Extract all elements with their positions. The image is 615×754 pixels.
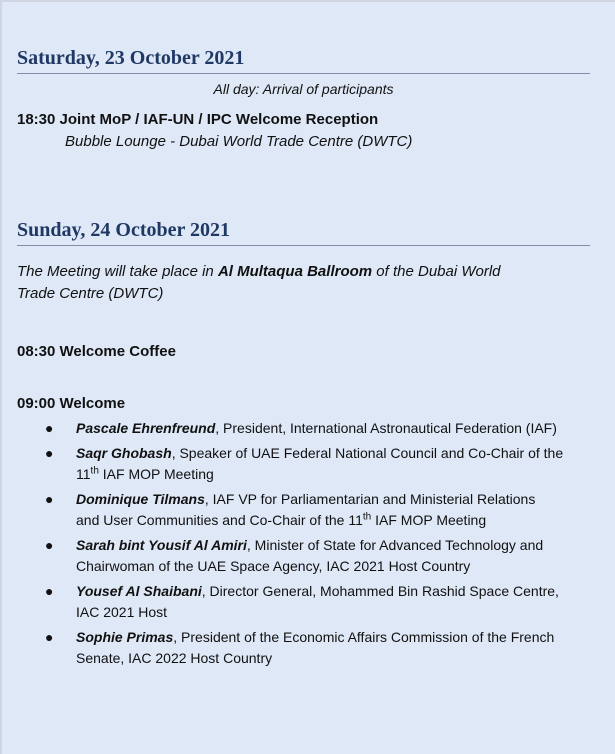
ordinal-suffix: th <box>362 511 372 523</box>
event-location: Bubble Lounge - Dubai World Trade Centre (DWTC) <box>65 133 413 150</box>
day-heading-saturday: Saturday, 23 October 2021 <box>17 47 245 69</box>
list-item <box>17 418 597 439</box>
speaker-list <box>17 418 597 673</box>
speaker-name: Sarah bint Yousif Al Amiri <box>76 537 247 553</box>
speaker-name: Saqr Ghobash <box>76 445 172 461</box>
speaker-role: IAC 2021 Host <box>76 604 168 620</box>
bullet-icon: ● <box>45 491 54 507</box>
list-item <box>17 535 597 577</box>
bullet-icon: ● <box>45 445 54 461</box>
reception-event <box>17 110 378 130</box>
speaker-name: Pascale Ehrenfreund <box>76 420 216 436</box>
speaker-role: and User Communities and Co-Chair of the 11 <box>76 512 363 528</box>
speaker-role: IAF MOP Meeting <box>98 466 214 482</box>
bullet-icon: ● <box>45 537 54 553</box>
speaker-role: 11 <box>76 466 91 482</box>
page-border-top <box>0 0 615 2</box>
speaker-name: Yousef Al Shaibani <box>76 583 202 599</box>
venue-text: of the Dubai World <box>372 263 501 280</box>
speaker-role: Chairwoman of the UAE Space Agency, IAC 2021 Host Country <box>76 558 471 574</box>
speaker-role: IAF MOP Meeting <box>371 512 487 528</box>
bullet-icon: ● <box>45 629 54 645</box>
heading-rule <box>17 245 590 246</box>
speaker-name: Sophie Primas <box>76 629 174 645</box>
venue-name: Al Multaqua Ballroom <box>217 263 373 280</box>
event-title: Joint MoP / IAF-UN / IPC Welcome Reception <box>59 111 379 128</box>
all-day-note: All day: Arrival of participants <box>213 81 394 97</box>
speaker-role: , Minister of State for Advanced Technology and <box>246 537 544 553</box>
bullet-icon: ● <box>45 583 54 599</box>
speaker-role: , Speaker of UAE Federal National Council and Co-Chair of the <box>171 445 564 461</box>
venue-note-line2: Trade Centre (DWTC) <box>17 285 164 302</box>
speaker-name: Dominique Tilmans <box>76 491 205 507</box>
speaker-role: , IAF VP for Parliamentarian and Ministerial Relations <box>204 491 536 507</box>
list-item <box>17 627 597 669</box>
speaker-role: , President, International Astronautical Federation (IAF) <box>215 420 557 436</box>
speaker-role: , President of the Economic Affairs Commission of the French <box>173 629 555 645</box>
speaker-role: Senate, IAC 2022 Host Country <box>76 650 273 666</box>
event-time: 18:30 <box>17 111 56 128</box>
bullet-icon: ● <box>45 420 54 436</box>
day-heading-sunday: Sunday, 24 October 2021 <box>17 219 230 241</box>
list-item <box>17 443 597 485</box>
page-border-left <box>0 0 2 754</box>
list-item <box>17 581 597 623</box>
heading-rule <box>17 73 590 74</box>
welcome-item: 09:00 Welcome <box>17 395 126 412</box>
welcome-coffee-item: 08:30 Welcome Coffee <box>17 343 176 360</box>
list-item <box>17 489 597 531</box>
venue-note-line1 <box>17 262 501 282</box>
venue-text: The Meeting will take place in <box>17 263 218 280</box>
speaker-role: , Director General, Mohammed Bin Rashid Space Centre, <box>201 583 559 599</box>
ordinal-suffix: th <box>90 465 99 477</box>
